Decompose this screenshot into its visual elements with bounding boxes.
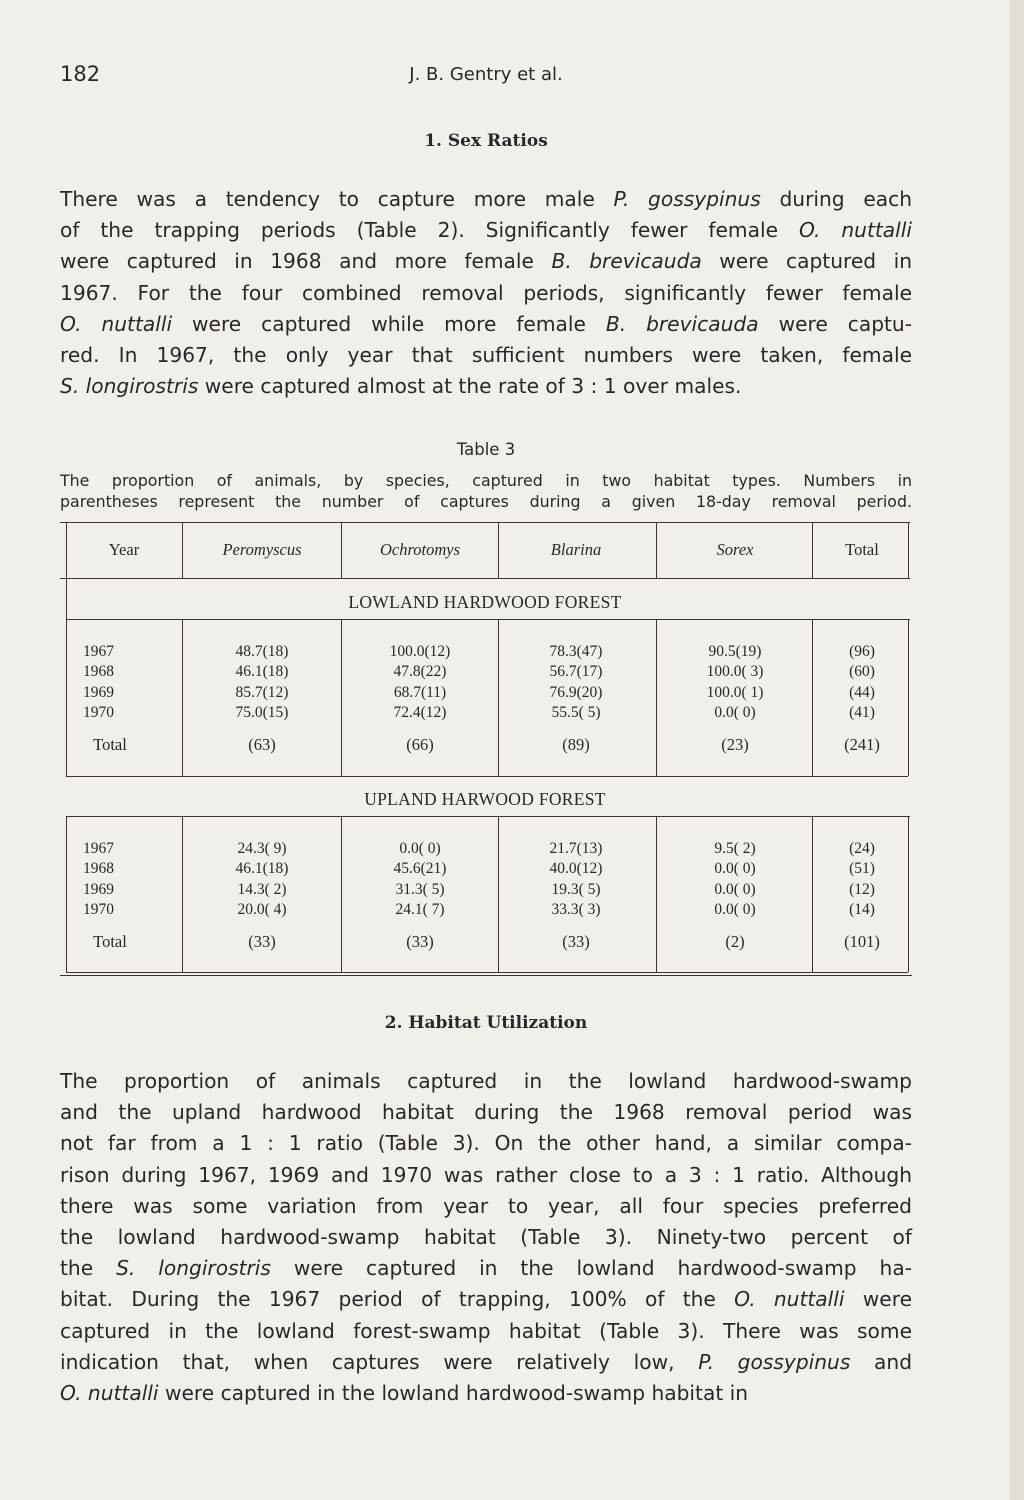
text-run: red. In 1967, the only year that sufficient numbers were taken, female: [60, 343, 912, 368]
italic-text: B. brevicauda: [551, 249, 702, 274]
italic-text: S. longirostris: [60, 374, 199, 399]
year-cell: 1968: [83, 860, 114, 878]
text-run: indication that, when captures were relatively low,: [60, 1349, 699, 1374]
text-run: bitat. During the 1967 period of trapping, 100% of the: [60, 1287, 735, 1312]
text-line: [60, 1066, 912, 1097]
section-rule: [66, 619, 910, 620]
year-cell: 1969: [83, 880, 114, 898]
column-divider: [498, 619, 499, 776]
header-column-divider: [498, 522, 499, 578]
text-run: and the upland hardwood habitat during the 1968 removal period was: [60, 1100, 912, 1125]
text-line: [60, 1097, 912, 1128]
text-line: [60, 1347, 912, 1378]
text-run: there was some variation from year to year, all four species preferred: [60, 1193, 912, 1218]
text-run: rison during 1967, 1969 and 1970 was rather close to a 3 : 1 ratio. Although: [60, 1162, 912, 1187]
table-cell: (41): [849, 704, 875, 722]
table-cell: 100.0(12): [389, 643, 451, 660]
table-cell: 14.3( 2): [237, 880, 287, 898]
column-divider: [182, 816, 183, 972]
section-heading-sex-ratios: 1. Sex Ratios: [424, 131, 548, 151]
table-cell: (60): [849, 663, 875, 681]
italic-text: P. gossypinus: [698, 1349, 851, 1374]
table-cell: 24.1( 7): [395, 901, 445, 919]
right-border: [908, 816, 909, 972]
table-cell: 68.7(11): [393, 683, 447, 701]
italic-text: S. longirostris: [116, 1256, 271, 1281]
total-cell: (66): [406, 734, 434, 754]
section-bottom-rule: [66, 972, 908, 973]
text-run: The proportion of animals captured in the lowland hardwood-swamp: [60, 1069, 912, 1093]
table-bottom-rule: [60, 975, 912, 976]
section-band-label: UPLAND HARWOOD FOREST: [364, 789, 606, 809]
table-cell: 45.6(21): [393, 860, 447, 878]
total-cell: (241): [844, 734, 880, 754]
total-cell: (89): [562, 734, 590, 754]
table-cell: 46.1(18): [235, 860, 289, 878]
table-cell: (96): [849, 643, 875, 660]
text-run: the lowland hardwood-swamp habitat (Table 3). Ninety-two percent of: [60, 1225, 912, 1250]
text-run: were captured in the lowland hardwood-swamp habitat in: [158, 1381, 749, 1406]
text-run: were captured in the lowland hardwood-swamp ha-: [270, 1256, 912, 1281]
table-cell: 72.4(12): [393, 704, 447, 722]
year-cell: 1968: [83, 663, 114, 681]
text-run: and: [850, 1349, 913, 1374]
text-run: during each: [760, 187, 912, 211]
text-run: of the trapping periods (Table 2). Significantly fewer female: [60, 218, 799, 243]
table-cell: 0.0( 0): [399, 840, 441, 857]
total-cell: (23): [721, 734, 749, 754]
column-divider: [498, 816, 499, 972]
text-run: There was a tendency to capture more male: [60, 187, 614, 211]
text-run: not far from a 1 : 1 ratio (Table 3). On the other hand, a similar compa-: [60, 1131, 912, 1156]
table-cell: (12): [849, 880, 875, 898]
column-divider: [656, 619, 657, 776]
text-line: [60, 1222, 912, 1253]
table-cell: 33.3( 3): [551, 901, 601, 919]
total-cell: (63): [248, 734, 276, 754]
header-column-divider: [812, 522, 813, 578]
left-border: [66, 816, 67, 972]
text-run: were captured while more female: [172, 311, 606, 336]
outer-right-border: [908, 522, 909, 578]
year-cell: 1969: [83, 683, 114, 701]
column-header-year: Year: [108, 540, 140, 559]
text-run: were: [844, 1287, 913, 1312]
outer-left-border: [66, 522, 67, 776]
total-cell: (101): [844, 931, 880, 951]
page-number: 182: [60, 62, 101, 86]
year-cell: 1970: [83, 901, 114, 919]
column-header-peromyscus: Peromyscus: [222, 540, 302, 559]
section-rule: [66, 816, 910, 817]
table-cell: 0.0( 0): [714, 704, 756, 722]
total-cell: (2): [725, 931, 745, 951]
text-run: captured in the lowland forest-swamp habitat (Table 3). There was some: [60, 1318, 912, 1343]
text-line: [60, 1191, 912, 1222]
table-cell: 100.0( 3): [706, 663, 764, 681]
total-label: Total: [93, 931, 127, 951]
text-line: [60, 1253, 912, 1284]
column-divider: [812, 619, 813, 776]
year-cell: 1967: [83, 840, 114, 857]
table-cell: 19.3( 5): [551, 880, 601, 898]
table-cell: (51): [849, 860, 875, 878]
table-cell: 40.0(12): [549, 860, 603, 878]
table-cell: (14): [849, 901, 875, 919]
italic-text: O. nuttalli: [734, 1287, 845, 1312]
table-cell: (44): [849, 683, 875, 701]
column-divider: [341, 619, 342, 776]
table-cell: 76.9(20): [549, 683, 603, 701]
italic-text: O. nuttalli: [798, 218, 912, 243]
table-cell: 31.3( 5): [395, 880, 445, 898]
table-cell: 56.7(17): [549, 663, 603, 681]
table-cell: 85.7(12): [235, 683, 289, 701]
text-line: [60, 1160, 912, 1191]
text-run: were captu-: [758, 311, 913, 336]
column-divider: [341, 816, 342, 972]
italic-text: B. brevicauda: [605, 311, 759, 336]
italic-text: P. gossypinus: [613, 187, 761, 211]
caption-line: The proportion of animals, by species, captured in two habitat types. Numbers in: [60, 471, 912, 490]
text-line: [60, 1316, 912, 1347]
text-run: 1967. For the four combined removal periods, significantly fewer female: [60, 280, 912, 305]
table-top-rule: [60, 522, 910, 523]
text-line: [60, 1128, 912, 1159]
table-cell: 24.3( 9): [237, 840, 287, 857]
habitat-utilization-paragraph: [60, 1066, 912, 1409]
section-band-label: LOWLAND HARDWOOD FOREST: [348, 592, 622, 612]
caption-line: parentheses represent the number of captures during a given 18-day removal period.: [60, 492, 912, 511]
table-cell: (24): [849, 840, 875, 857]
column-divider: [812, 816, 813, 972]
column-header-blarina: Blarina: [550, 540, 602, 559]
header-column-divider: [341, 522, 342, 578]
text-run: the: [60, 1256, 117, 1281]
table-cell: 78.3(47): [549, 643, 603, 660]
column-divider: [182, 619, 183, 776]
right-border: [908, 619, 909, 776]
text-line: [60, 1284, 912, 1315]
table-cell: 46.1(18): [235, 663, 289, 681]
table-cell: 100.0( 1): [706, 683, 764, 701]
table-cell: 20.0( 4): [237, 901, 287, 919]
section-heading-habitat-utilization: 2. Habitat Utilization: [384, 1013, 588, 1033]
total-cell: (33): [562, 931, 590, 951]
table-cell: 0.0( 0): [714, 860, 756, 878]
running-head: J. B. Gentry et al.: [409, 64, 563, 85]
year-cell: 1970: [83, 704, 114, 722]
text-run: were captured in: [701, 249, 912, 274]
table-cell: 0.0( 0): [714, 901, 756, 919]
section-bottom-rule: [66, 776, 908, 777]
table-cell: 47.8(22): [393, 663, 447, 681]
column-divider: [656, 816, 657, 972]
table-cell: 9.5( 2): [714, 840, 756, 857]
table-title: Table 3: [456, 440, 516, 459]
italic-text: O. nuttalli: [60, 311, 173, 336]
italic-text: O. nuttalli: [60, 1381, 159, 1406]
table-cell: 90.5(19): [708, 643, 762, 660]
header-column-divider: [656, 522, 657, 578]
total-cell: (33): [248, 931, 276, 951]
column-header-rule: [60, 578, 910, 579]
table-cell: 21.7(13): [549, 840, 603, 857]
header-column-divider: [182, 522, 183, 578]
column-header-total: Total: [845, 540, 879, 559]
text-line: [60, 1378, 912, 1409]
total-cell: (33): [406, 931, 434, 951]
column-header-ochrotomys: Ochrotomys: [379, 540, 461, 559]
table-cell: 55.5( 5): [551, 704, 601, 722]
text-run: were captured in 1968 and more female: [60, 249, 552, 274]
table-cell: 75.0(15): [235, 704, 289, 722]
text-run: were captured almost at the rate of 3 : 1 over males.: [198, 374, 742, 399]
total-label: Total: [93, 734, 127, 754]
table-cell: 0.0( 0): [714, 880, 756, 898]
year-cell: 1967: [83, 643, 114, 660]
column-header-sorex: Sorex: [716, 540, 754, 559]
table-cell: 48.7(18): [235, 643, 289, 660]
